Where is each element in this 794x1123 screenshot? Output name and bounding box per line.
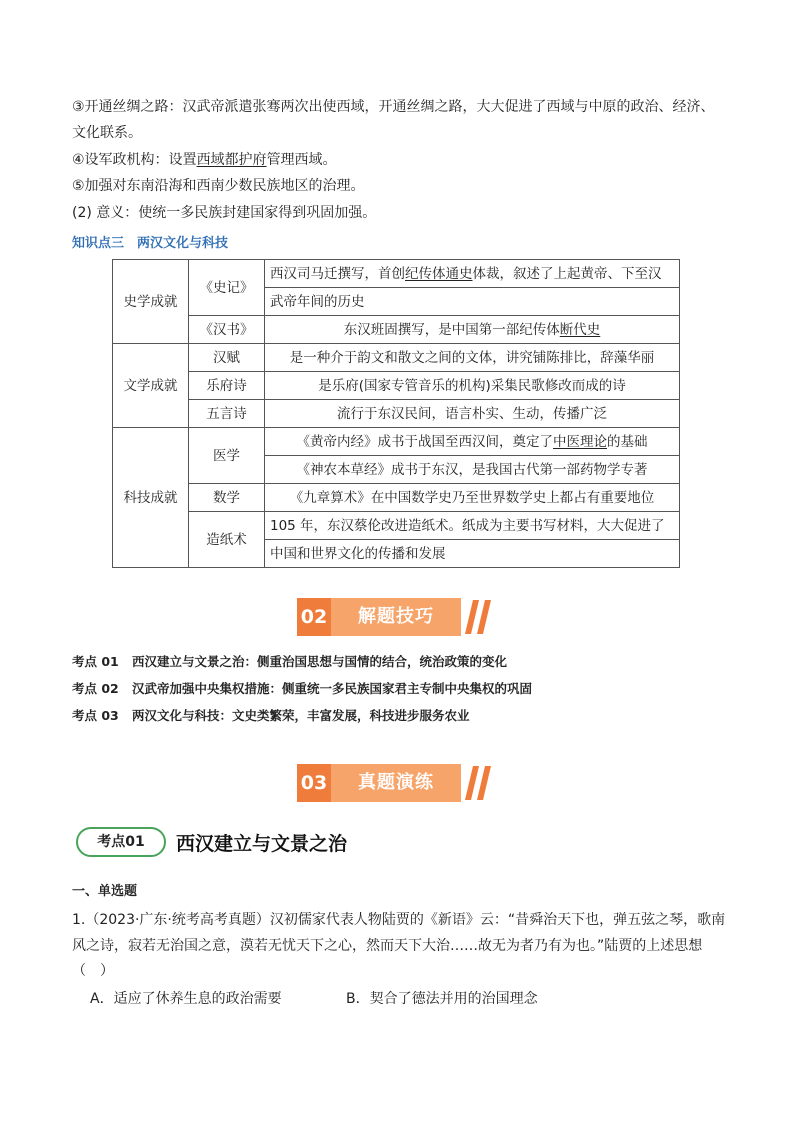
option-a[interactable]: A．适应了休养生息的政治需要 xyxy=(90,991,282,1007)
desc-paper-1: 105 年，东汉蔡伦改进造纸术。纸成为主要书写材料，大大促进了 xyxy=(265,512,680,540)
item-wuyan: 五言诗 xyxy=(189,400,265,428)
question-line-1: 1.（2023·广东·统考高考真题）汉初儒家代表人物陆贾的《新语》云：“昔舜治天下也，弹五弦之琴，歌南 xyxy=(72,912,726,928)
banner-number: 02 xyxy=(297,598,331,636)
intro-line-2: 文化联系。 xyxy=(72,125,142,141)
intro-line-5: (2) 意义：使统一多民族封建国家得到巩固加强。 xyxy=(72,205,377,221)
intro-line-3 xyxy=(72,149,337,171)
banner-title: 解题技巧 xyxy=(331,598,461,636)
banner-real-exam xyxy=(297,764,494,802)
item-math: 数学 xyxy=(189,484,265,512)
item-shiji: 《史记》 xyxy=(189,260,265,316)
item-paper: 造纸术 xyxy=(189,512,265,568)
item-medicine: 医学 xyxy=(189,428,265,484)
knowledge-title: 知识点三 两汉文化与科技 xyxy=(72,236,229,251)
question-line-2: 风之诗，寂若无治国之意，漠若无忧天下之心，然而天下大治……故无为者乃有为也。”陆贾的上述思想 xyxy=(72,938,703,954)
culture-science-table xyxy=(112,259,680,568)
item-hanfu: 汉赋 xyxy=(189,344,265,372)
desc-medicine-2: 《神农本草经》成书于东汉，是我国古代第一部药物学专著 xyxy=(265,456,680,484)
intro-line-3-suffix: 管理西域。 xyxy=(266,152,337,168)
banner-problem-solving xyxy=(297,598,494,636)
banner-number: 03 xyxy=(297,764,331,802)
desc-shiji-2: 武帝年间的历史 xyxy=(265,288,680,316)
section-title: 西汉建立与文景之治 xyxy=(176,833,348,855)
item-yuefu: 乐府诗 xyxy=(189,372,265,400)
banner-title: 真题演练 xyxy=(331,764,461,802)
item-hanshu: 《汉书》 xyxy=(189,316,265,344)
desc-hanfu: 是一种介于韵文和散文之间的文体，讲究铺陈排比，辞藻华丽 xyxy=(265,344,680,372)
question-bracket: （ ） xyxy=(72,963,114,979)
intro-line-4: ⑤加强对东南沿海和西南少数民族地区的治理。 xyxy=(72,178,365,194)
intro-line-3-underlined: 西域都护府 xyxy=(196,152,267,168)
exam-point-1: 考点 01 西汉建立与文景之治：侧重治国思想与国情的结合，统治政策的变化 xyxy=(72,654,508,669)
section-tag: 考点01 xyxy=(76,827,166,857)
category-science: 科技成就 xyxy=(113,428,189,568)
desc-wuyan: 流行于东汉民间，语言朴实、生动，传播广泛 xyxy=(265,400,680,428)
desc-paper-2: 中国和世界文化的传播和发展 xyxy=(265,540,680,568)
stripes-icon xyxy=(465,600,495,634)
exam-point-3: 考点 03 两汉文化与科技：文史类繁荣，丰富发展，科技进步服务农业 xyxy=(72,708,470,723)
desc-yuefu: 是乐府(国家专管音乐的机构)采集民歌修改而成的诗 xyxy=(265,372,680,400)
category-history: 史学成就 xyxy=(113,260,189,344)
intro-line-3-prefix: ④设军政机构：设置 xyxy=(72,152,197,168)
stripes-icon xyxy=(465,766,495,800)
question-type: 一、单选题 xyxy=(72,884,138,899)
desc-shiji-1: 西汉司马迁撰写，首创纪传体通史体裁，叙述了上起黄帝、下至汉 xyxy=(265,260,680,288)
desc-math: 《九章算术》在中国数学史乃至世界数学史上都占有重要地位 xyxy=(265,484,680,512)
intro-line-1: ③开通丝绸之路：汉武帝派遣张骞两次出使西域，开通丝绸之路，大大促进了西域与中原的政治、经济、 xyxy=(72,99,715,115)
category-literature: 文学成就 xyxy=(113,344,189,428)
exam-point-2: 考点 02 汉武帝加强中央集权措施：侧重统一多民族国家君主专制中央集权的巩固 xyxy=(72,681,533,696)
option-b[interactable]: B．契合了德法并用的治国理念 xyxy=(346,991,538,1007)
desc-medicine-1: 《黄帝内经》成书于战国至西汉间，奠定了中医理论的基础 xyxy=(265,428,680,456)
desc-hanshu: 东汉班固撰写，是中国第一部纪传体断代史 xyxy=(265,316,680,344)
